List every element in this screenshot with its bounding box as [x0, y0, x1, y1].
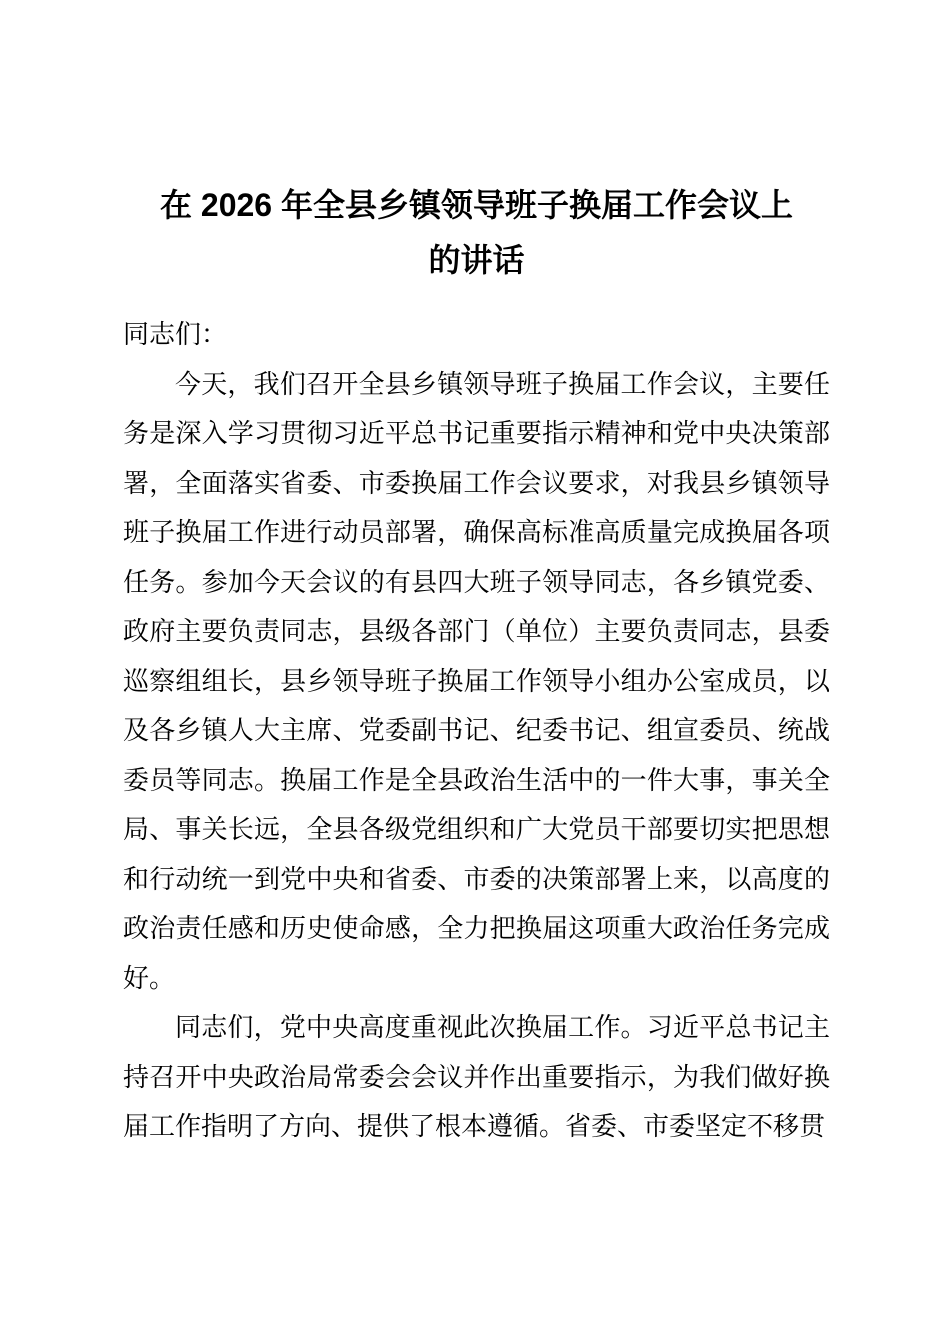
- document-title: [123, 178, 830, 288]
- paragraph-2: 同志们，党中央高度重视此次换届工作。习近平总书记主持召开中央政治局常委会会议并作出重要指示，为我们做好换届工作指明了方向、提供了根本遵循。省委、市委坚定不移贯: [123, 1012, 830, 1141]
- document-title-line-1: 在 2026 年全县乡镇领导班子换届工作会议上: [160, 187, 793, 223]
- salutation-line: 同志们：: [123, 319, 228, 349]
- document-title-line-2: 的讲话: [428, 242, 525, 278]
- document-content: [123, 178, 830, 1152]
- paragraph-1: 今天，我们召开全县乡镇领导班子换届工作会议，主要任务是深入学习贯彻习近平总书记重要指示精神和党中央决策部署，全面落实省委、市委换届工作会议要求，对我县乡镇领导班子换届工作进行动员部署，确保高标准高质量完成换届各项任务。参加今天会议的有县四大班子领导同志，各乡镇党委、政府主要负责同志，县级各部门（单位）主要负责同志，县委巡察组组长，县乡领导班子换届工作领导小组办公室成员，以及各乡镇人大主席、党委副书记、纪委书记、组宣委员、统战委员等同志。换届工作是全县政治生活中的一件大事，事关全局、事关长远，全县各级党组织和广大党员干部要切实把思想和行动统一到党中央和省委、市委的决策部署上来，以高度的政治责任感和历史使命感，全力把换届这项重大政治任务完成好。: [123, 368, 830, 993]
- document-body: [123, 310, 830, 1152]
